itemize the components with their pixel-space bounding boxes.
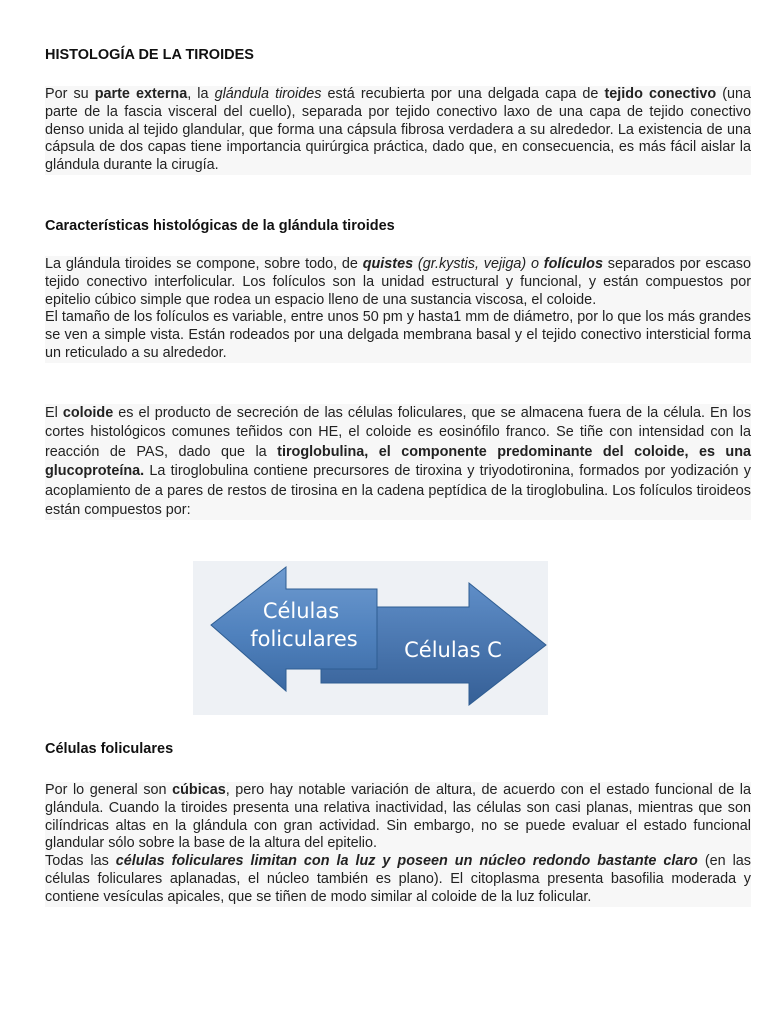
bold-italic-text: quistes (362, 256, 414, 272)
double-arrow-graphic (193, 561, 548, 715)
bold-text: parte externa (94, 86, 188, 102)
bold-text: tejido conectivo (604, 86, 717, 102)
bold-italic-text: células foliculares limitan con la luz y poseen un núcleo redondo bastante claro (115, 853, 698, 870)
text: Por su (45, 86, 95, 102)
follicular-cells-paragraph (45, 782, 751, 907)
folicles-paragraph (45, 256, 751, 363)
text: La glándula tiroides se compone, sobre todo, de (45, 256, 363, 272)
bold-italic-text: folículos (543, 256, 603, 272)
text: El (45, 405, 63, 421)
text: está recubierta por una delgada capa de (321, 86, 605, 102)
intro-paragraph (45, 86, 751, 175)
bold-text: coloide (62, 405, 114, 421)
left-label-line1: Células (262, 599, 340, 623)
text: separados por escaso tejido conectivo interfolicular. Los folículos son la unidad estructural y funcional, y están compuestos por epitelio cúbico simple que rodea un espacio lleno de una sustancia viscosa, el coloide. (45, 256, 751, 308)
text: Por lo general son (45, 782, 173, 798)
text: La tiroglobulina contiene precursores de tiroxina y triyodotironina, formados por yodización y acoplamiento de a pares de restos de tirosina en la cadena peptídica de la tiroglobulina. Los folículos tiroideos están compuestos por: (45, 463, 751, 519)
text: es el producto de secreción de las células foliculares, que se almacena fuera de la célula. En los cortes histológicos comunes teñidos con HE, el coloide es eosinófilo franco. Se tiñe con intensidad con la reacción de PAS, dado que la (45, 405, 752, 460)
section-heading: Células foliculares (45, 741, 174, 757)
italic-text: glándula tiroides (214, 86, 322, 102)
text: (una parte de la fascia visceral del cuello), separada por tejido conectivo laxo de una capa de tejido conectivo denso unida al tejido glandular, que forma una cápsula fibrosa verdadera a su alrededor. La existencia de una cápsula de dos capas tiene importancia quirúrgica práctica, dado que, en consecuencia, es más fácil aislar la glándula durante la cirugía. (45, 86, 752, 174)
cell-types-diagram (193, 561, 548, 715)
text: (en las células foliculares aplanadas, el núcleo también es plano). El citoplasma presenta basofilia moderada y contiene vesículas apicales, que se tiñen de modo similar al coloide de la luz folicular. (45, 853, 751, 905)
text: , pero hay notable variación de altura, de acuerdo con el estado funcional de la glándula. Cuando la tiroides presenta una relativa inactividad, las células son casi planas, mientras que son cilíndricas altas en la glándula con gran actividad. Sin embargo, no se puede evaluar el estado funcional glandular sólo sobre la base de la altura del epitelio. (45, 782, 752, 852)
bold-text: tiroglobulina, el componente predominante del coloide, es una glucoproteína. (45, 443, 752, 480)
page-title: HISTOLOGÍA DE LA TIROIDES (45, 47, 254, 63)
text: , la (187, 86, 215, 102)
bold-text: cúbicas (172, 782, 226, 798)
text: Todas las (45, 853, 116, 870)
text: El tamaño de los folículos es variable, entre unos 50 pm y hasta1 mm de diámetro, por lo que los más grandes se ven a simple vista. Están rodeados por una delgada membrana basal y el tejido conectivo intersticial forma un reticulado a su alrededor. (45, 309, 751, 361)
section-heading: Características histológicas de la glándula tiroides (45, 218, 395, 234)
colloid-paragraph (45, 404, 751, 520)
right-label: Células C (404, 638, 502, 662)
left-label-line2: foliculares (250, 627, 358, 651)
italic-text: (gr.kystis, vejiga) o (413, 256, 544, 272)
